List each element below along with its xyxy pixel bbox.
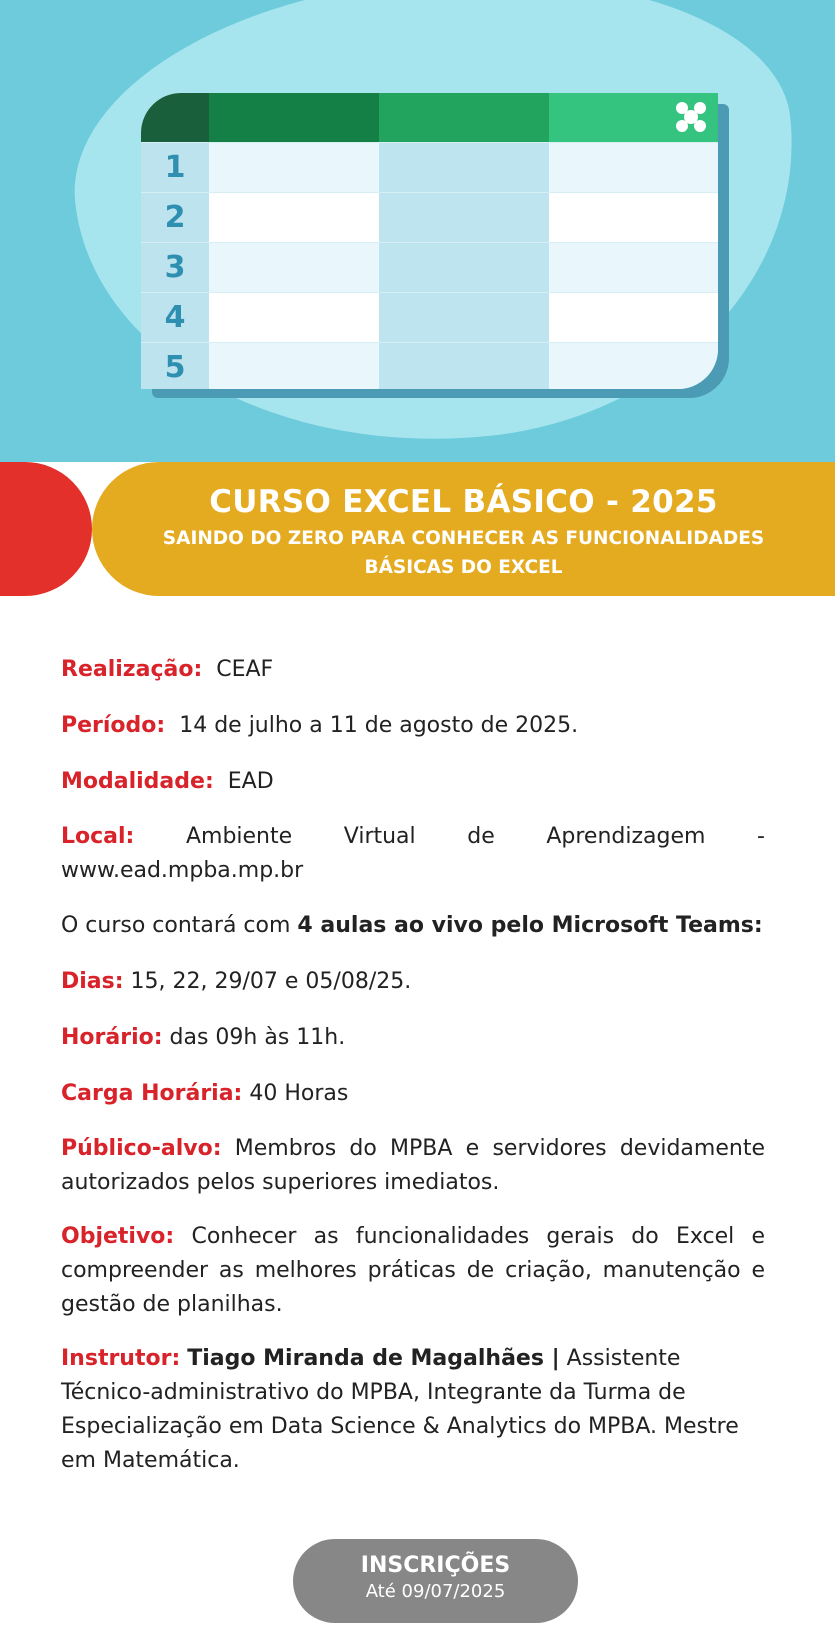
row-number: 3 xyxy=(141,243,209,292)
x-mark-icon xyxy=(674,100,708,134)
inscricoes-button[interactable] xyxy=(293,1539,578,1623)
row-number: 5 xyxy=(141,343,209,389)
detail-dias xyxy=(61,964,765,1000)
course-details xyxy=(61,652,765,1498)
detail-objetivo xyxy=(61,1220,765,1322)
detail-label: Carga Horária: xyxy=(61,1081,243,1106)
detail-horario xyxy=(61,1020,765,1056)
detail-value: Membros do MPBA e servidores devidamente autorizados pelos superiores imediatos. xyxy=(61,1136,765,1195)
row-number: 2 xyxy=(141,193,209,242)
detail-value: CEAF xyxy=(216,657,274,682)
detail-label: Dias: xyxy=(61,969,124,994)
detail-text: O curso contará com xyxy=(61,913,291,938)
spreadsheet-illustration xyxy=(141,93,718,389)
detail-value: 14 de julho a 11 de agosto de 2025. xyxy=(179,713,579,738)
detail-carga xyxy=(61,1076,765,1112)
spreadsheet-row xyxy=(141,192,718,242)
spreadsheet-header xyxy=(141,93,718,142)
detail-value: Assistente Técnico-administrativo do MPBA, Integrante da Turma de Especialização em Data Science & Analytics do MPBA. Mestre em Matemática. xyxy=(61,1346,739,1473)
detail-label: Modalidade: xyxy=(61,769,214,794)
inscricoes-label: INSCRIÇÕES xyxy=(360,1553,511,1578)
instructor-name: Tiago Miranda de Magalhães | xyxy=(187,1346,560,1371)
detail-value: Ambiente Virtual de Aprendizagem - www.ead.mpba.mp.br xyxy=(61,824,765,883)
page-subtitle: SAINDO DO ZERO PARA CONHECER AS FUNCIONALIDADES BÁSICAS DO EXCEL xyxy=(162,528,765,578)
decorative-dot xyxy=(294,6,322,34)
detail-highlight: 4 aulas ao vivo pelo Microsoft Teams: xyxy=(297,913,763,938)
detail-label: Horário: xyxy=(61,1025,163,1050)
inscricoes-deadline: Até 09/07/2025 xyxy=(365,1581,506,1602)
spreadsheet-row xyxy=(141,342,718,389)
spreadsheet-row xyxy=(141,292,718,342)
detail-periodo xyxy=(61,708,765,744)
detail-value: das 09h às 11h. xyxy=(169,1025,346,1050)
detail-value: 15, 22, 29/07 e 05/08/25. xyxy=(130,969,412,994)
title-banner xyxy=(92,462,835,596)
detail-publico xyxy=(61,1132,765,1200)
spreadsheet-row xyxy=(141,242,718,292)
page-title: CURSO EXCEL BÁSICO - 2025 xyxy=(209,484,718,520)
detail-realizacao xyxy=(61,652,765,688)
detail-instrutor xyxy=(61,1342,765,1478)
detail-value: 40 Horas xyxy=(249,1081,349,1106)
decorative-red-shape xyxy=(0,462,92,596)
detail-value: Conhecer as funcionalidades gerais do Excel e compreender as melhores práticas de criação, manutenção e gestão de planilhas. xyxy=(61,1224,765,1317)
detail-label: Instrutor: xyxy=(61,1346,181,1371)
detail-modalidade xyxy=(61,764,765,800)
detail-label: Público-alvo: xyxy=(61,1136,222,1161)
row-number: 1 xyxy=(141,143,209,192)
detail-label: Período: xyxy=(61,713,166,738)
detail-label: Local: xyxy=(61,824,135,849)
hero-illustration xyxy=(0,0,835,462)
detail-value: EAD xyxy=(227,769,274,794)
detail-label: Objetivo: xyxy=(61,1224,175,1249)
row-number: 4 xyxy=(141,293,209,342)
spreadsheet-row xyxy=(141,142,718,192)
detail-local xyxy=(61,820,765,888)
detail-label: Realização: xyxy=(61,657,203,682)
detail-aulas xyxy=(61,908,765,944)
